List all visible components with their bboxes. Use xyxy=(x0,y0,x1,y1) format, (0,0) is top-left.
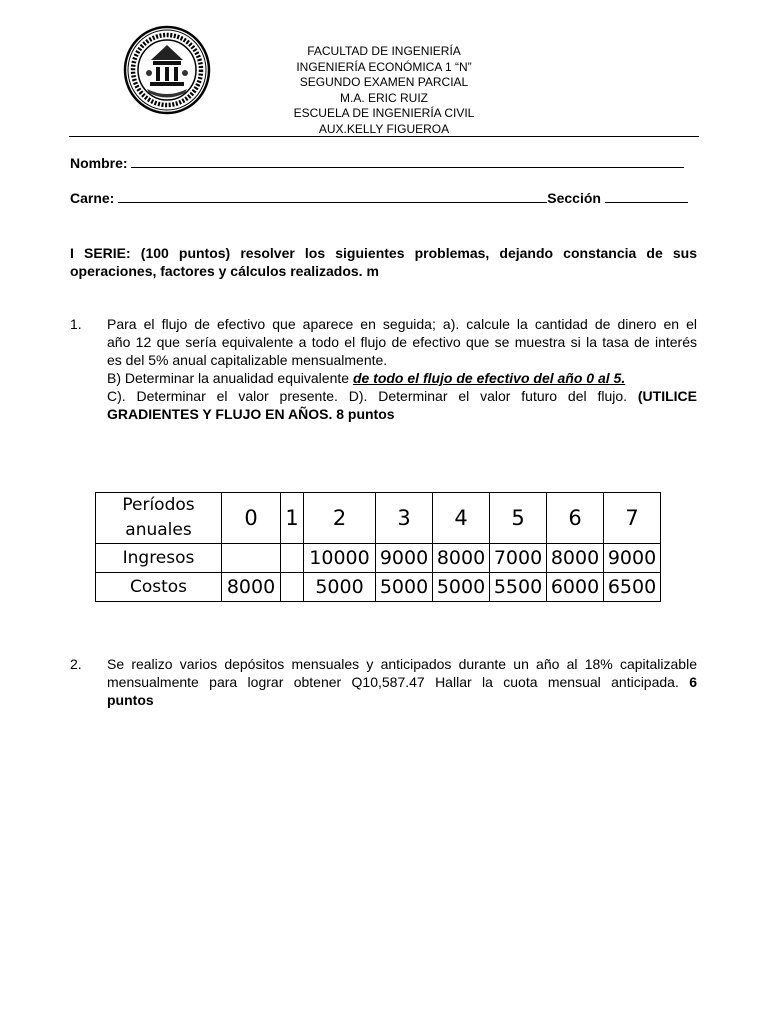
table-header-row xyxy=(96,493,661,544)
table-cell: 5000 xyxy=(376,573,433,602)
problem-2-line-1: Se realizo varios depósitos mensuales y anticipados durante un año al 18% capitalizable xyxy=(107,656,697,672)
nombre-field[interactable] xyxy=(70,155,684,171)
header-assistant: AUX.KELLY FIGUEROA xyxy=(318,121,450,136)
header-exam: SEGUNDO EXAMEN PARCIAL xyxy=(299,75,469,89)
period-cell: 4 xyxy=(433,493,490,544)
seccion-label: Sección xyxy=(547,190,601,206)
table-cell: 10000 xyxy=(304,544,376,573)
table-cell: 8000 xyxy=(222,573,281,602)
period-cell: 7 xyxy=(604,493,661,544)
table-cell: 6500 xyxy=(604,573,661,602)
table-cell xyxy=(281,573,304,602)
problem-1-number: 1. xyxy=(70,316,82,332)
table-cell: 9000 xyxy=(604,544,661,573)
carne-label: Carne: xyxy=(70,190,115,206)
table-row xyxy=(96,544,661,573)
table-cell xyxy=(281,544,304,573)
table-cell: 5000 xyxy=(433,573,490,602)
table-cell: 7000 xyxy=(490,544,547,573)
period-cell: 6 xyxy=(547,493,604,544)
row-label-ingresos: Ingresos xyxy=(96,544,222,573)
problem-1-utilice: (UTILICE xyxy=(637,388,697,404)
table-row xyxy=(96,573,661,602)
problem-2-number: 2. xyxy=(70,656,82,672)
problem-1-line-6: GRADIENTES Y FLUJO EN AÑOS. 8 puntos xyxy=(107,406,395,422)
problem-1-part-b-emphasis: de todo el flujo de efectivo del año 0 al 5. xyxy=(352,370,626,386)
header-course: INGENIERÍA ECONÓMICA 1 “N” xyxy=(296,59,472,74)
table-cell: 9000 xyxy=(376,544,433,573)
seccion-blank[interactable] xyxy=(605,190,688,203)
problem-2-line-3: puntos xyxy=(107,692,154,708)
header-divider xyxy=(69,136,699,137)
problem-1 xyxy=(70,315,697,423)
table-cell xyxy=(222,544,281,573)
problem-1-line-3: es del 5% anual capitalizable mensualmente. xyxy=(107,352,388,368)
period-cell: 2 xyxy=(304,493,376,544)
header-school: ESCUELA DE INGENIERÍA CIVIL xyxy=(293,106,475,120)
serie-line-2: operaciones, factores y cálculos realizados. m xyxy=(70,263,379,279)
period-cell: 5 xyxy=(490,493,547,544)
serie-instructions xyxy=(70,244,697,280)
table-header-label xyxy=(96,493,222,544)
nombre-blank[interactable] xyxy=(131,155,684,168)
problem-1-line-1: Para el flujo de efectivo que aparece en seguida; a). calcule la cantidad de dinero en el xyxy=(107,316,697,332)
period-cell: 1 xyxy=(281,493,304,544)
table-cell: 5000 xyxy=(304,573,376,602)
table-cell: 6000 xyxy=(547,573,604,602)
row-label-costos: Costos xyxy=(96,573,222,602)
header-label-line-2: anuales xyxy=(125,520,192,540)
problem-2 xyxy=(70,655,697,709)
nombre-label: Nombre: xyxy=(70,155,128,171)
problem-2-text: mensualmente para lograr obtener Q10,587.47 Hallar la cuota mensual anticipada. xyxy=(107,674,679,690)
problem-1-part-b: B) Determinar la anualidad equivalente xyxy=(107,370,353,386)
header-faculty: FACULTAD DE INGENIERÍA xyxy=(307,44,461,58)
serie-line-1: I SERIE: (100 puntos) resolver los siguientes problemas, dejando constancia de sus xyxy=(70,245,697,261)
problem-1-line-4 xyxy=(107,369,697,387)
problem-1-line-2: año 12 que sería equivalente a todo el flujo de efectivo que se muestra si la tasa de interés xyxy=(107,334,697,350)
problem-1-part-cd: C). Determinar el valor presente. D). Determinar el valor futuro del flujo. xyxy=(107,388,628,404)
table-cell: 8000 xyxy=(433,544,490,573)
problem-2-points: 6 xyxy=(689,674,697,690)
problem-2-line-2 xyxy=(107,673,697,691)
period-cell: 0 xyxy=(222,493,281,544)
exam-header xyxy=(250,44,518,137)
carne-field[interactable] xyxy=(70,190,688,206)
carne-blank[interactable] xyxy=(118,190,547,203)
table-cell: 5500 xyxy=(490,573,547,602)
problem-1-line-5 xyxy=(107,387,697,405)
period-cell: 3 xyxy=(376,493,433,544)
header-professor: M.A. ERIC RUIZ xyxy=(339,90,428,105)
table-cell: 8000 xyxy=(547,544,604,573)
university-seal-logo xyxy=(123,25,211,115)
cash-flow-table xyxy=(95,492,661,602)
header-label-line-1: Períodos xyxy=(122,495,195,515)
